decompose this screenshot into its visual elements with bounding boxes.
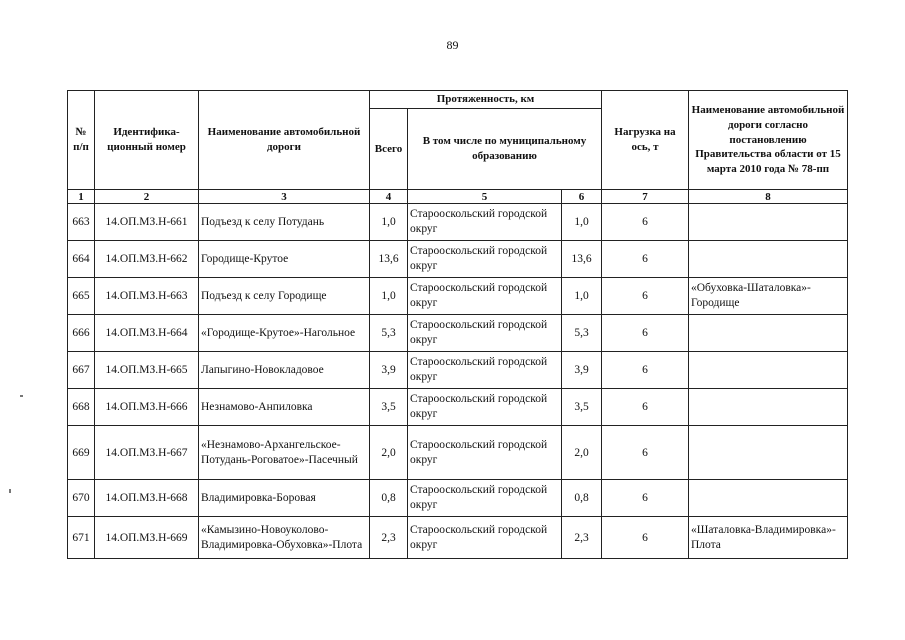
cell-gov-name: «Шаталовка-Владимировка»-Плота	[689, 517, 848, 559]
cell-id: 14.ОП.МЗ.Н-661	[95, 204, 199, 241]
table-row	[68, 241, 848, 278]
cell-no: 669	[68, 426, 95, 480]
cell-road-name: «Незнамово-Архангельское-Потудань-Роговатое»-Пасечный	[199, 426, 370, 480]
cell-total: 5,3	[370, 315, 408, 352]
cell-municipality: Старооскольский городской округ	[408, 517, 562, 559]
cell-total: 1,0	[370, 278, 408, 315]
table-row	[68, 480, 848, 517]
cell-municipality: Старооскольский городской округ	[408, 352, 562, 389]
header-gov-name: Наименование автомобильной дороги согласно постановлению Правительства области от 15 марта 2010 года № 78-пп	[689, 91, 848, 190]
header-road-name: Наименование автомобильной дороги	[199, 91, 370, 190]
header-municipal: В том числе по муниципальному образованию	[408, 109, 602, 190]
table-row	[68, 278, 848, 315]
cell-municipality: Старооскольский городской округ	[408, 426, 562, 480]
cell-id: 14.ОП.МЗ.Н-662	[95, 241, 199, 278]
cell-axle-load: 6	[602, 204, 689, 241]
roads-table	[67, 90, 848, 559]
cell-total: 3,5	[370, 389, 408, 426]
table-row	[68, 426, 848, 480]
cell-municipal-length: 2,0	[562, 426, 602, 480]
cell-no: 665	[68, 278, 95, 315]
cell-municipality: Старооскольский городской округ	[408, 315, 562, 352]
cell-axle-load: 6	[602, 315, 689, 352]
cell-road-name: «Городище-Крутое»-Нагольное	[199, 315, 370, 352]
cell-road-name: Владимировка-Боровая	[199, 480, 370, 517]
cell-road-name: Незнамово-Анпиловка	[199, 389, 370, 426]
cell-road-name: Подъезд к селу Городище	[199, 278, 370, 315]
cell-id: 14.ОП.МЗ.Н-667	[95, 426, 199, 480]
cell-axle-load: 6	[602, 389, 689, 426]
cell-id: 14.ОП.МЗ.Н-669	[95, 517, 199, 559]
cell-no: 667	[68, 352, 95, 389]
cell-gov-name	[689, 204, 848, 241]
column-number: 6	[562, 190, 602, 204]
cell-municipality: Старооскольский городской округ	[408, 204, 562, 241]
cell-road-name: Городище-Крутое	[199, 241, 370, 278]
cell-no: 666	[68, 315, 95, 352]
cell-road-name: Подъезд к селу Потудань	[199, 204, 370, 241]
cell-no: 671	[68, 517, 95, 559]
cell-no: 668	[68, 389, 95, 426]
header-axle-load: Нагрузка на ось, т	[602, 91, 689, 190]
cell-total: 0,8	[370, 480, 408, 517]
cell-total: 2,3	[370, 517, 408, 559]
column-number: 1	[68, 190, 95, 204]
table-row	[68, 517, 848, 559]
cell-municipal-length: 2,3	[562, 517, 602, 559]
header-total: Всего	[370, 109, 408, 190]
header-no: № п/п	[68, 91, 95, 190]
scan-mark	[20, 395, 23, 397]
column-number: 4	[370, 190, 408, 204]
column-number: 5	[408, 190, 562, 204]
column-number: 2	[95, 190, 199, 204]
cell-id: 14.ОП.МЗ.Н-665	[95, 352, 199, 389]
cell-municipal-length: 1,0	[562, 278, 602, 315]
cell-gov-name	[689, 389, 848, 426]
page-number: 89	[446, 38, 459, 52]
cell-municipal-length: 5,3	[562, 315, 602, 352]
table-row	[68, 204, 848, 241]
cell-gov-name	[689, 352, 848, 389]
cell-id: 14.ОП.МЗ.Н-664	[95, 315, 199, 352]
cell-municipality: Старооскольский городской округ	[408, 480, 562, 517]
cell-municipality: Старооскольский городской округ	[408, 389, 562, 426]
cell-axle-load: 6	[602, 517, 689, 559]
cell-id: 14.ОП.МЗ.Н-663	[95, 278, 199, 315]
cell-gov-name	[689, 426, 848, 480]
column-number: 8	[689, 190, 848, 204]
cell-no: 670	[68, 480, 95, 517]
cell-road-name: «Камызино-Новоуколово-Владимировка-Обуховка»-Плота	[199, 517, 370, 559]
cell-municipality: Старооскольский городской округ	[408, 241, 562, 278]
cell-municipal-length: 3,9	[562, 352, 602, 389]
cell-axle-load: 6	[602, 241, 689, 278]
table-row	[68, 389, 848, 426]
cell-municipality: Старооскольский городской округ	[408, 278, 562, 315]
cell-gov-name	[689, 480, 848, 517]
column-number: 3	[199, 190, 370, 204]
header-row	[68, 91, 848, 109]
cell-municipal-length: 0,8	[562, 480, 602, 517]
cell-total: 13,6	[370, 241, 408, 278]
cell-municipal-length: 3,5	[562, 389, 602, 426]
cell-no: 664	[68, 241, 95, 278]
cell-axle-load: 6	[602, 352, 689, 389]
table-row	[68, 352, 848, 389]
column-number: 7	[602, 190, 689, 204]
cell-municipal-length: 1,0	[562, 204, 602, 241]
cell-gov-name: «Обуховка-Шаталовка»-Городище	[689, 278, 848, 315]
cell-road-name: Лапыгино-Новокладовое	[199, 352, 370, 389]
cell-municipal-length: 13,6	[562, 241, 602, 278]
scan-mark	[9, 489, 11, 493]
cell-id: 14.ОП.МЗ.Н-668	[95, 480, 199, 517]
cell-axle-load: 6	[602, 278, 689, 315]
cell-id: 14.ОП.МЗ.Н-666	[95, 389, 199, 426]
cell-gov-name	[689, 315, 848, 352]
column-number-row	[68, 190, 848, 204]
header-length-group: Протяженность, км	[370, 91, 602, 109]
cell-gov-name	[689, 241, 848, 278]
cell-total: 2,0	[370, 426, 408, 480]
cell-no: 663	[68, 204, 95, 241]
cell-axle-load: 6	[602, 480, 689, 517]
cell-total: 1,0	[370, 204, 408, 241]
table-row	[68, 315, 848, 352]
cell-axle-load: 6	[602, 426, 689, 480]
cell-total: 3,9	[370, 352, 408, 389]
header-id: Идентифика-ционный номер	[95, 91, 199, 190]
